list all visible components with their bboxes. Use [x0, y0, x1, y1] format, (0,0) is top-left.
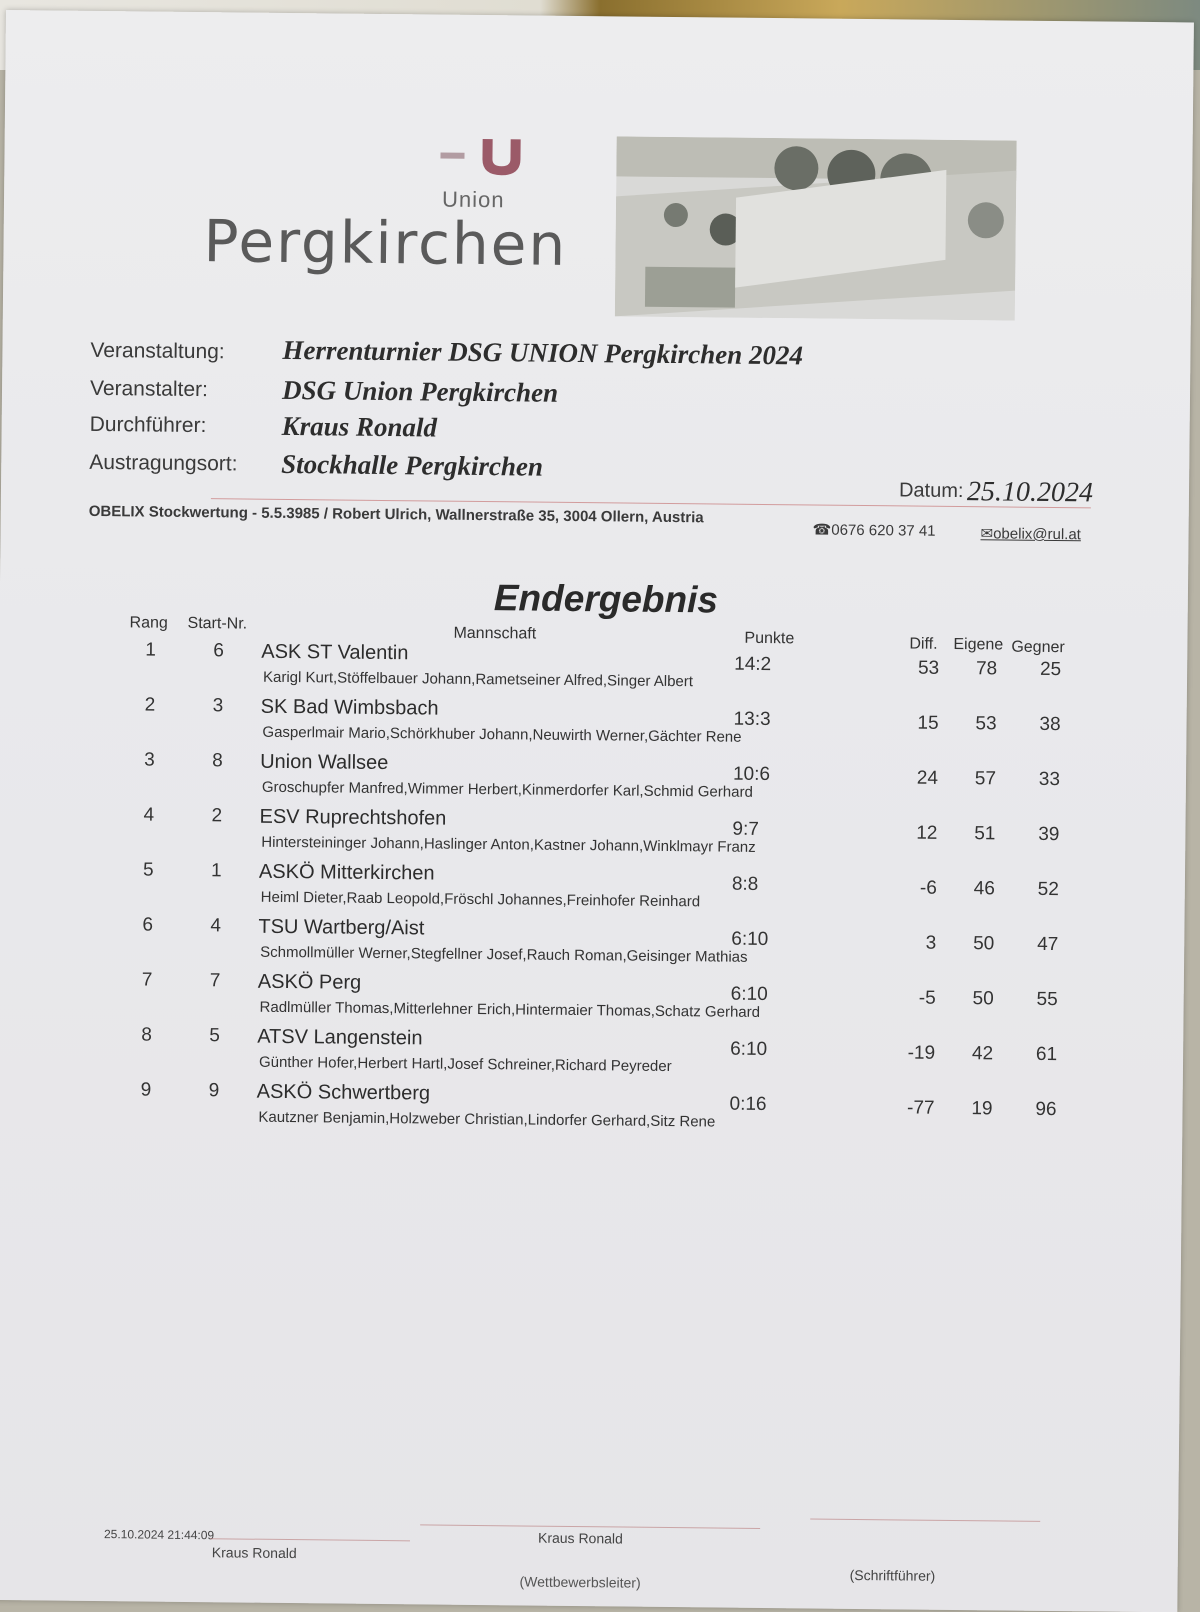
- own-cell: 57: [974, 768, 997, 790]
- value-event: Herrenturnier DSG UNION Pergkirchen 2024: [282, 334, 804, 371]
- points-cell: 8:8: [731, 873, 759, 895]
- union-logo-icon: [474, 135, 528, 180]
- diff-cell: 24: [916, 767, 939, 789]
- opp-cell: 33: [1038, 768, 1061, 791]
- opp-cell: 96: [1035, 1098, 1057, 1121]
- venue-photo: [615, 136, 1017, 320]
- players-cell: Kautzner Benjamin,Holzweber Christian,Lindorfer Gerhard,Sitz Rene: [258, 1108, 716, 1131]
- col-header-points: Punkte: [744, 629, 795, 648]
- label-organizer: Veranstalter:: [89, 376, 209, 402]
- email-link[interactable]: ✉obelix@rul.at: [980, 525, 1081, 544]
- own-cell: 51: [974, 823, 996, 845]
- signature-name-2: Kraus Ronald: [537, 1529, 623, 1547]
- own-cell: 19: [971, 1098, 993, 1120]
- signature-line: [420, 1524, 760, 1529]
- points-cell: 6:10: [730, 983, 768, 1006]
- start-cell: 5: [209, 1025, 220, 1047]
- rank-cell: 9: [140, 1079, 152, 1101]
- opp-cell: 55: [1036, 988, 1058, 1011]
- diff-cell: -77: [906, 1097, 935, 1119]
- brand-title: Pergkirchen: [203, 207, 568, 279]
- rank-cell: 6: [142, 914, 154, 936]
- players-cell: Karigl Kurt,Stöffelbauer Johann,Rametseiner Alfred,Singer Albert: [262, 668, 694, 691]
- diff-cell: -19: [907, 1042, 936, 1064]
- date-value: 25.10.2024: [966, 476, 1094, 509]
- col-header-diff: Diff.: [909, 635, 938, 653]
- own-cell: 42: [971, 1043, 994, 1065]
- points-cell: 9:7: [732, 818, 759, 840]
- opp-cell: 47: [1037, 933, 1059, 956]
- col-header-start: Start-Nr.: [187, 614, 248, 633]
- players-cell: Schmollmüller Werner,Stegfellner Josef,Rauch Roman,Geisinger Mathias: [260, 943, 748, 966]
- signature-role-3: (Schriftführer): [849, 1566, 936, 1584]
- team-cell: ATSV Langenstein: [257, 1025, 423, 1050]
- print-timestamp: 25.10.2024 21:44:09: [103, 1527, 215, 1543]
- points-cell: 6:10: [730, 1038, 768, 1061]
- phone-number: ☎0676 620 37 41: [812, 521, 936, 540]
- points-cell: 0:16: [729, 1093, 767, 1116]
- points-cell: 6:10: [731, 928, 769, 951]
- diff-cell: 15: [917, 712, 939, 734]
- players-cell: Radlmüller Thomas,Mitterlehner Erich,Hintermaier Thomas,Schatz Gerhard: [259, 998, 761, 1021]
- team-cell: ASKÖ Perg: [257, 970, 362, 994]
- signature-name-1: Kraus Ronald: [211, 1544, 297, 1562]
- label-event: Veranstaltung:: [90, 338, 225, 364]
- results-sheet: [0, 10, 1194, 1612]
- col-header-rank: Rang: [129, 614, 168, 632]
- players-cell: Groschupfer Manfred,Wimmer Herbert,Kinmerdorfer Karl,Schmid Gerhard: [261, 778, 753, 801]
- signature-line: [810, 1519, 1040, 1522]
- opp-cell: 61: [1035, 1043, 1058, 1066]
- start-cell: 6: [213, 640, 224, 662]
- rank-cell: 1: [145, 639, 156, 661]
- players-cell: Heiml Dieter,Raab Leopold,Fröschl Johannes,Freinhofer Reinhard: [260, 888, 701, 911]
- rank-cell: 5: [142, 859, 154, 881]
- start-cell: 9: [208, 1080, 220, 1102]
- value-organizer: DSG Union Pergkirchen: [281, 374, 559, 408]
- start-cell: 3: [212, 695, 224, 717]
- team-cell: Union Wallsee: [260, 750, 389, 775]
- rank-cell: 7: [141, 969, 153, 991]
- start-cell: 8: [212, 750, 223, 772]
- team-cell: TSU Wartberg/Aist: [258, 915, 425, 940]
- team-cell: ASK ST Valentin: [261, 640, 409, 665]
- team-cell: ESV Ruprechtshofen: [259, 805, 447, 830]
- players-cell: Gasperlmair Mario,Schörkhuber Johann,Neuwirth Werner,Gächter Rene: [262, 723, 742, 746]
- start-cell: 1: [210, 860, 222, 882]
- rank-cell: 2: [144, 694, 156, 716]
- logo-union-text: Union: [441, 186, 505, 213]
- col-header-team: Mannschaft: [453, 624, 537, 643]
- rank-cell: 3: [144, 749, 155, 771]
- software-info: OBELIX Stockwertung - 5.5.3985 / Robert Ulrich, Wallnerstraße 35, 3004 Ollern, Austria: [88, 502, 704, 527]
- players-cell: Günther Hofer,Herbert Hartl,Josef Schreiner,Richard Peyreder: [258, 1053, 672, 1076]
- value-executor: Kraus Ronald: [281, 410, 438, 443]
- label-venue: Austragungsort:: [89, 450, 238, 476]
- date-label: Datum:: [898, 479, 964, 503]
- table-row: [0, 1078, 1183, 1146]
- diff-cell: 3: [925, 932, 937, 954]
- opp-cell: 52: [1037, 878, 1059, 901]
- own-cell: 78: [975, 658, 998, 680]
- start-cell: 4: [210, 915, 222, 937]
- own-cell: 50: [973, 933, 995, 955]
- points-cell: 10:6: [732, 763, 771, 786]
- team-cell: ASKÖ Schwertberg: [256, 1080, 431, 1105]
- own-cell: 46: [973, 878, 995, 900]
- diff-cell: -5: [918, 987, 936, 1009]
- diff-cell: 53: [917, 657, 940, 679]
- own-cell: 50: [972, 988, 994, 1010]
- diff-cell: 12: [916, 822, 938, 844]
- own-cell: 53: [975, 713, 997, 735]
- signature-line: [210, 1538, 410, 1541]
- team-cell: SK Bad Wimbsbach: [260, 695, 439, 720]
- value-venue: Stockhalle Pergkirchen: [281, 448, 544, 482]
- results-title: Endergebnis: [493, 577, 719, 621]
- label-executor: Durchführer:: [89, 412, 207, 438]
- opp-cell: 39: [1038, 823, 1060, 846]
- signature-role-2: (Wettbewerbsleiter): [519, 1573, 641, 1591]
- diff-cell: -6: [919, 877, 937, 899]
- opp-cell: 38: [1039, 713, 1061, 736]
- col-header-opp: Gegner: [1011, 638, 1065, 657]
- rank-cell: 4: [143, 804, 155, 826]
- col-header-own: Eigene: [953, 635, 1004, 654]
- players-cell: Hintersteininger Johann,Haslinger Anton,Kastner Johann,Winklmayr Franz: [261, 833, 756, 856]
- points-cell: 14:2: [734, 653, 772, 676]
- points-cell: 13:3: [733, 708, 771, 731]
- start-cell: 2: [211, 805, 223, 827]
- logo-dash: [440, 153, 464, 159]
- start-cell: 7: [209, 970, 221, 992]
- opp-cell: 25: [1039, 658, 1062, 681]
- rank-cell: 8: [141, 1024, 152, 1046]
- team-cell: ASKÖ Mitterkirchen: [258, 860, 435, 885]
